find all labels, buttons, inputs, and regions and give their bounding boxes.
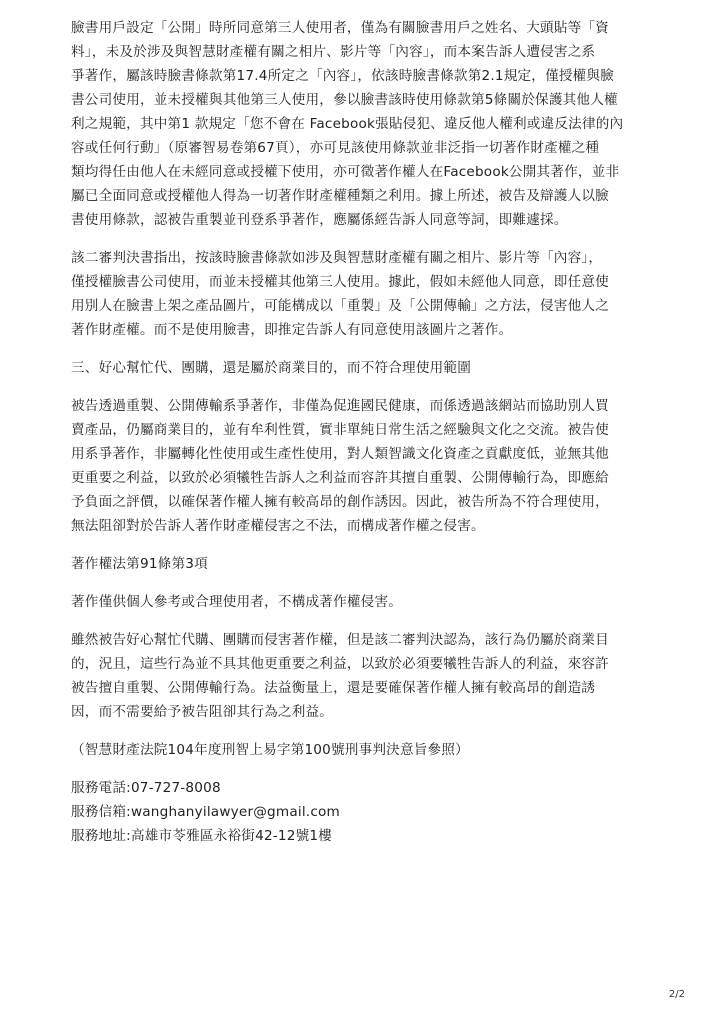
contact-info [71, 776, 661, 848]
case-reference: （智慧財產法院104年度刑智上易字第100號刑事判決意旨參照） [71, 742, 469, 758]
document-page [71, 16, 661, 848]
law-article-text: 著作僅供個人參考或合理使用者，不構成著作權侵害。 [71, 594, 403, 610]
paragraph-conclusion: 雖然被告好心幫忙代購、團購而侵害著作權，但是該二審判決認為，該行為仍屬於商業目 的，況且，這些行為並不具其他更重要之利益，以致於必須要犧牲告訴人的利益，來容許 被告擅自重製、公開傳輸行為。法益衡量上，還是要確保著作權人擁有較高昂的創造誘 因，而不需要給予被告阻卻其行為之利益。 [71, 632, 609, 720]
section-heading-commercial-purpose: 三、好心幫忙代、團購，還是屬於商業目的，而不符合理使用範圍 [71, 360, 472, 376]
paragraph-second-instance-ruling: 該二審判決書指出，按該時臉書條款如涉及與智慧財產權有關之相片、影片等「內容」， 僅授權臉書公司使用，而並未授權其他第三人使用。據此，假如未經他人同意，即任意使 用別人在臉書上架之產品圖片，可能構成以「重製」及「公開傳輸」之方法，侵害他人之 著作財產權。而不是使用臉書，即推定告訴人有同意使用該圖片之著作。 [71, 250, 609, 338]
contact-email: 服務信箱:wanghanyilawyer@gmail.com [71, 804, 340, 820]
paragraph-fair-use-analysis: 被告透過重製、公開傳輸系爭著作，非僅為促進國民健康，而係透過該網站而協助別人買 賣產品，仍屬商業目的，並有牟利性質，實非單純日常生活之經驗與文化之交流。被告使 用系爭著作，非屬轉化性使用或生產性使用，對人類智識文化資產之貢獻度低，並無其他 更重要之利益，以致於必須犧牲告訴人之利益而容許其擅自重製、公開傳輸行為，即應給 予負面之評價，以確保著作權人擁有較高昂的創作誘因。因此，被告所為不符合理使用， 無法阻卻對於告訴人著作財產權侵害之不法，而構成著作權之侵害。 [71, 398, 609, 534]
paragraph-facebook-terms: 臉書用戶設定「公開」時所同意第三人使用者，僅為有關臉書用戶之姓名、大頭貼等「資 料」，未及於涉及與智慧財產權有關之相片、影片等「內容」，而本案告訴人遭侵害之系 爭著作，屬該時臉書條款第17.4所定之「內容」，依該時臉書條款第2.1規定，僅授權與臉 書公司使用，並未授權與其他第三人使用，參以臉書該時使用條款第5條關於保護其他人權 利之規範，其中第1 款規定「您不會在 Facebook張貼侵犯、違反他人權利或違反法律的內 容或任何行動」（原審智易卷第67頁），亦可見該使用條款並非泛指一切著作財產權之種 類均得任由他人在未經同意或授權下使用，亦可徵著作權人在Facebook公開其著作，並非 屬已全面同意或授權他人得為一切著作財產權種類之利用。據上所述，被告及辯護人以臉 書使用條款，認被告重製並刊登系爭著作，應屬係經告訴人同意等詞，即難遽採。 [71, 20, 624, 228]
page-number: 2/2 [668, 989, 685, 1000]
law-article-title: 著作權法第91條第3項 [71, 556, 208, 572]
contact-phone: 服務電話:07-727-8008 [71, 780, 221, 796]
contact-address: 服務地址:高雄市苓雅區永裕街42-12號1樓 [71, 828, 333, 844]
